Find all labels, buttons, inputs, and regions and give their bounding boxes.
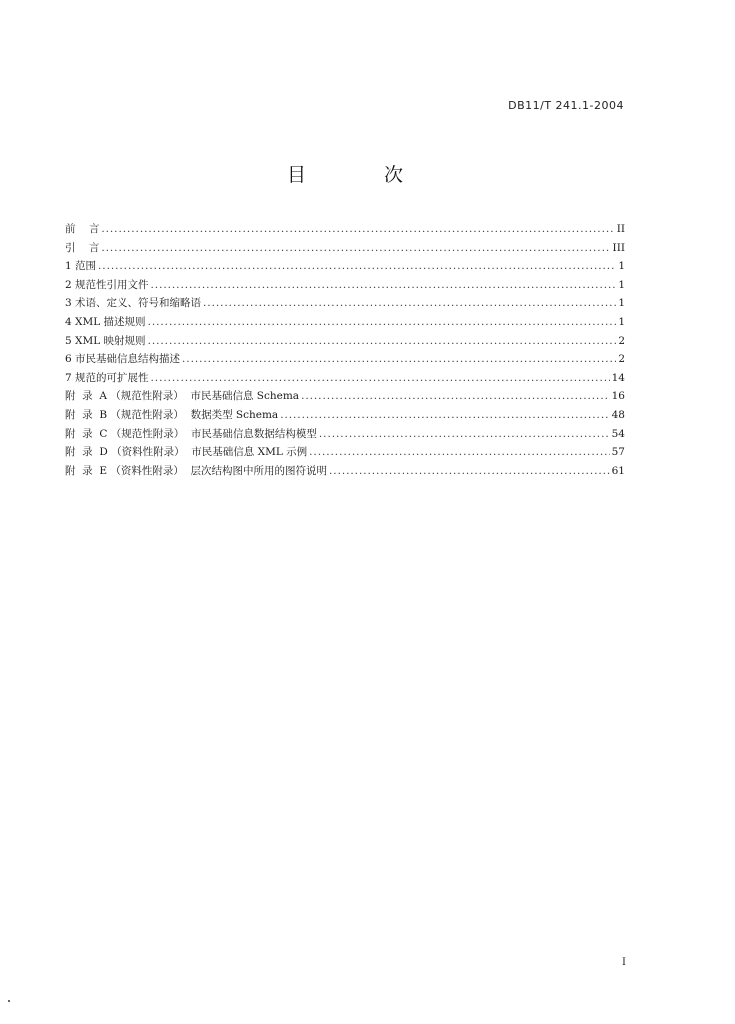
toc-leader-dots [148, 332, 617, 351]
toc-page-number: 1 [618, 315, 625, 328]
toc-page-number: 54 [611, 427, 625, 440]
toc-entry-terms-definitions[interactable] [65, 294, 625, 313]
toc-label: 7 规范的可扩展性 [65, 371, 149, 384]
toc-label: 引 言 [65, 241, 100, 254]
table-of-contents [65, 220, 625, 480]
toc-leader-dots [151, 276, 617, 295]
toc-leader-dots [148, 313, 617, 332]
toc-page-number: III [612, 241, 625, 254]
toc-entry-appendix-d[interactable] [65, 443, 625, 462]
toc-entry-citizen-info-structure[interactable] [65, 350, 625, 369]
page-title: 目 次 [286, 164, 440, 186]
toc-leader-dots [101, 220, 614, 239]
toc-leader-dots [329, 462, 610, 481]
toc-entry-normative-references[interactable] [65, 276, 625, 295]
toc-leader-dots [280, 406, 609, 425]
toc-page-number: 2 [618, 353, 625, 366]
toc-entry-scope[interactable] [65, 257, 625, 276]
toc-leader-dots [98, 257, 616, 276]
toc-label: 1 范围 [65, 260, 97, 273]
toc-entry-appendix-a[interactable] [65, 387, 625, 406]
toc-page-number: 1 [618, 278, 625, 291]
toc-leader-dots [101, 239, 610, 258]
toc-label: 5 XML 映射规则 [65, 334, 146, 347]
toc-entry-appendix-c[interactable] [65, 425, 625, 444]
toc-page-number: 1 [618, 260, 625, 273]
toc-page-number: 14 [611, 371, 625, 384]
toc-entry-appendix-e[interactable] [65, 462, 625, 481]
toc-entry-extensibility[interactable] [65, 369, 625, 388]
toc-leader-dots [203, 294, 616, 313]
toc-leader-dots [182, 350, 616, 369]
toc-page-number: 48 [611, 408, 625, 421]
toc-page-number: 61 [611, 464, 625, 477]
toc-page-number: 16 [611, 390, 625, 403]
toc-label: 附 录 D （资料性附录） 市民基础信息 XML 示例 [65, 446, 308, 459]
scan-artifact [8, 1000, 10, 1002]
page-number: I [622, 957, 626, 968]
toc-page-number: 57 [611, 446, 625, 459]
toc-page-number: 1 [618, 297, 625, 310]
toc-entry-appendix-b[interactable] [65, 406, 625, 425]
toc-leader-dots [151, 369, 610, 388]
toc-label: 2 规范性引用文件 [65, 278, 149, 291]
toc-entry-foreword[interactable] [65, 220, 625, 239]
toc-label: 4 XML 描述规则 [65, 315, 146, 328]
toc-leader-dots [319, 425, 610, 444]
toc-entry-introduction[interactable] [65, 239, 625, 258]
toc-label: 附 录 C （规范性附录） 市民基础信息数据结构模型 [65, 427, 317, 440]
toc-label: 6 市民基础信息结构描述 [65, 353, 181, 366]
toc-page-number: II [616, 223, 625, 235]
toc-label: 附 录 E （资料性附录） 层次结构图中所用的图符说明 [65, 464, 328, 477]
toc-leader-dots [301, 387, 610, 406]
toc-label: 前 言 [65, 223, 100, 235]
toc-leader-dots [309, 443, 609, 462]
toc-label: 3 术语、定义、符号和缩略语 [65, 297, 202, 310]
toc-entry-xml-description-rules[interactable] [65, 313, 625, 332]
document-code: DB11/T 241.1-2004 [508, 99, 624, 112]
toc-page-number: 2 [618, 334, 625, 347]
toc-label: 附 录 A （规范性附录） 市民基础信息 Schema [65, 390, 300, 403]
toc-label: 附 录 B （规范性附录） 数据类型 Schema [65, 408, 279, 421]
toc-entry-xml-mapping-rules[interactable] [65, 332, 625, 351]
